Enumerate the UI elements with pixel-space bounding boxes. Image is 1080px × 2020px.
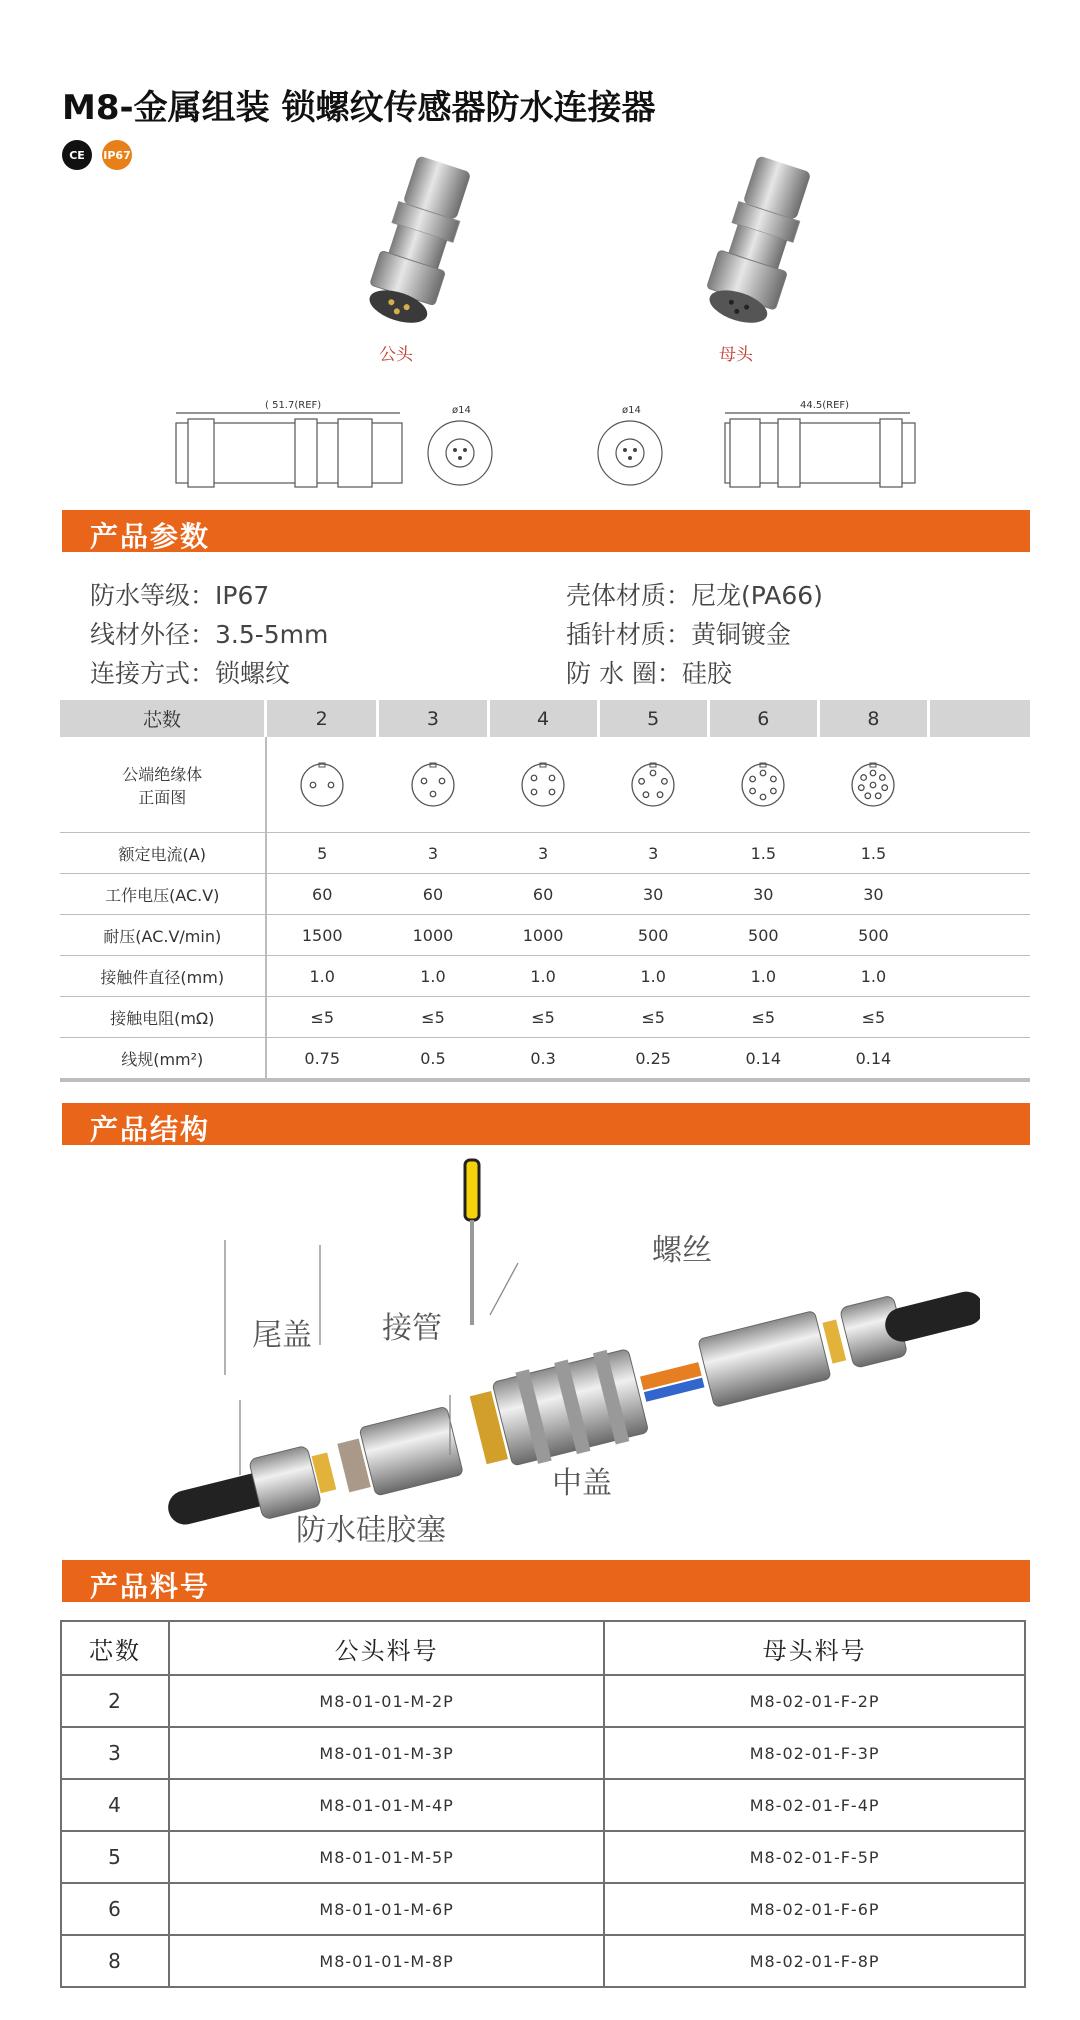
spec-core-3: 3 [378,700,488,737]
face-cell [266,737,378,833]
female-connector-photo [680,150,840,335]
pin-dot [430,791,436,797]
table-row [61,1831,1025,1883]
part-female-number: M8-02-01-F-4P [604,1779,1025,1831]
female-length-dimension: 44.5(REF) [800,400,850,411]
pin-dot [871,770,877,776]
section-structure-bar [62,1103,1030,1145]
spec-spacer [929,997,1031,1038]
face-cell [598,737,708,833]
section-params-bar [62,510,1030,552]
spec-row-label: 工作电压(AC.V) [60,874,266,915]
label-screw: 螺丝 [652,1233,712,1268]
param-pin-material: 插针材质：黄铜镀金 [566,620,792,649]
spec-cell: 60 [378,874,488,915]
spec-cell: 1.0 [818,956,928,997]
spec-cell: 500 [818,915,928,956]
param-waterproof: 防水等级：IP67 [90,581,270,610]
spec-cell: 1.0 [708,956,818,997]
part-table-header [61,1621,1025,1675]
spec-header-row [60,700,1030,737]
pin-dot [859,784,865,790]
label-connector-tube: 接管 [382,1311,442,1346]
spec-row-withstand [60,915,1030,956]
pin-dot [328,782,334,788]
pin-dot [760,794,766,800]
spec-face-label [60,737,266,833]
spec-core-2: 2 [266,700,378,737]
part-header-male: 公头料号 [169,1621,604,1675]
spec-cell: 1000 [488,915,598,956]
pin-face-5-icon [629,761,677,809]
pin-dot [549,789,555,795]
male-connector-photo [340,150,500,335]
spec-cell: ≤5 [598,997,708,1038]
spec-face-row [60,737,1030,833]
spec-face-label-line1: 公端绝缘体 [122,764,203,784]
ip67-cert-icon: IP67 [102,140,132,170]
label-seal-plug: 防水硅胶塞 [296,1513,446,1548]
pin-dot [310,782,316,788]
spec-row-label: 额定电流(A) [60,833,266,874]
face-cell [488,737,598,833]
spec-cell: 60 [266,874,378,915]
spec-cell: ≤5 [708,997,818,1038]
female-diameter-dimension: ø14 [622,405,641,416]
female-caption: 母头 [719,345,753,365]
spec-cell: 1.0 [598,956,708,997]
pin-dot [865,793,871,799]
pin-dot [871,782,877,788]
pin-dot [750,788,756,794]
part-male-number: M8-01-01-M-8P [169,1935,604,1987]
spec-cell: 1.0 [266,956,378,997]
pin-dot [771,776,777,782]
table-row [61,1727,1025,1779]
pin-dot [880,774,886,780]
face-cell [708,737,818,833]
part-number-table [60,1620,1026,1988]
spec-row-contact-diameter [60,956,1030,997]
table-row [61,1675,1025,1727]
spec-row-label: 线规(mm²) [60,1038,266,1081]
spec-row-label: 耐压(AC.V/min) [60,915,266,956]
spec-cell: 500 [708,915,818,956]
spec-cell: 3 [598,833,708,874]
pin-face-8-icon [849,761,897,809]
pin-dot [639,778,645,784]
spec-cell: 1500 [266,915,378,956]
spec-row-contact-resistance [60,997,1030,1038]
spec-row-voltage [60,874,1030,915]
param-connection: 连接方式：锁螺纹 [90,659,291,688]
part-header-cores: 芯数 [61,1621,169,1675]
spec-row-current [60,833,1030,874]
male-length-dimension: ( 51.7(REF) [265,400,322,411]
part-female-number: M8-02-01-F-6P [604,1883,1025,1935]
spec-spacer [929,915,1031,956]
spec-spacer [929,1038,1031,1081]
pin-dot [531,789,537,795]
male-diameter-dimension: ø14 [452,405,471,416]
part-male-number: M8-01-01-M-6P [169,1883,604,1935]
spec-cell: 0.14 [818,1038,928,1081]
pin-face-4-icon [519,761,567,809]
pin-dot [657,791,663,797]
pin-dot [643,791,649,797]
section-part-numbers-title: 产品料号 [90,1570,211,1603]
pin-face-6-icon [739,761,787,809]
part-cores: 4 [61,1779,169,1831]
label-middle-cap: 中盖 [552,1466,612,1501]
spec-spacer [929,833,1031,874]
spec-header-label: 芯数 [60,700,266,737]
pin-dot [549,775,555,781]
pin-face-3-icon [409,761,457,809]
spec-row-label: 接触件直径(mm) [60,956,266,997]
pin-dot [771,788,777,794]
part-female-number: M8-02-01-F-8P [604,1935,1025,1987]
ce-cert-icon: CE [62,140,92,170]
spec-face-label-line2: 正面图 [138,787,187,807]
spec-core-5: 5 [598,700,708,737]
pin-dot [760,770,766,776]
spec-cell: 30 [598,874,708,915]
pin-dot [531,775,537,781]
label-tail-cap: 尾盖 [252,1318,312,1353]
spec-cell: 1.5 [818,833,928,874]
table-row [61,1883,1025,1935]
part-cores: 8 [61,1935,169,1987]
spec-cell: 1000 [378,915,488,956]
part-header-female: 母头料号 [604,1621,1025,1675]
spec-header-spacer [929,700,1031,737]
spec-cell: 500 [598,915,708,956]
spec-core-4: 4 [488,700,598,737]
part-female-number: M8-02-01-F-2P [604,1675,1025,1727]
param-seal: 防 水 圈：硅胶 [566,659,732,688]
param-shell-material: 壳体材质：尼龙(PA66) [566,581,823,610]
spec-cell: 5 [266,833,378,874]
part-male-number: M8-01-01-M-3P [169,1727,604,1779]
table-row [61,1935,1025,1987]
spec-cell: ≤5 [266,997,378,1038]
pin-dot [861,774,867,780]
pin-dot [650,770,656,776]
pin-dot [750,776,756,782]
face-cell [378,737,488,833]
spec-cell: 1.0 [378,956,488,997]
part-cores: 2 [61,1675,169,1727]
spec-cell: 0.3 [488,1038,598,1081]
spec-spacer [929,874,1031,915]
spec-cell: 3 [488,833,598,874]
section-params-title: 产品参数 [90,520,211,553]
spec-cell: 1.0 [488,956,598,997]
spec-core-6: 6 [708,700,818,737]
spec-cell: ≤5 [818,997,928,1038]
table-row [61,1779,1025,1831]
spec-cell: 60 [488,874,598,915]
spec-cell: 0.5 [378,1038,488,1081]
spec-cell: 0.14 [708,1038,818,1081]
part-cores: 5 [61,1831,169,1883]
spec-row-label: 接触电阻(mΩ) [60,997,266,1038]
spec-cell: 0.75 [266,1038,378,1081]
part-male-number: M8-01-01-M-4P [169,1779,604,1831]
spec-spacer [929,956,1031,997]
face-spacer [929,737,1031,833]
spec-row-wire-gauge [60,1038,1030,1081]
spec-cell: ≤5 [378,997,488,1038]
spec-cell: 30 [818,874,928,915]
spec-cell: 30 [708,874,818,915]
part-female-number: M8-02-01-F-3P [604,1727,1025,1779]
part-cores: 6 [61,1883,169,1935]
part-male-number: M8-01-01-M-2P [169,1675,604,1727]
page-title: M8-金属组装 锁螺纹传感器防水连接器 [62,88,656,128]
spec-table [60,700,1030,1082]
section-part-numbers-bar [62,1560,1030,1602]
spec-cell: ≤5 [488,997,598,1038]
part-cores: 3 [61,1727,169,1779]
pin-dot [662,778,668,784]
pin-face-2-icon [298,761,346,809]
spec-cell: 1.5 [708,833,818,874]
section-structure-title: 产品结构 [90,1113,211,1146]
face-cell [818,737,928,833]
spec-cell: 3 [378,833,488,874]
param-cable-od: 线材外径：3.5-5mm [90,620,329,649]
pin-dot [876,793,882,799]
pin-dot [439,778,445,784]
spec-cell: 0.25 [598,1038,708,1081]
part-female-number: M8-02-01-F-5P [604,1831,1025,1883]
male-caption: 公头 [379,345,413,365]
pin-dot [882,784,888,790]
pin-dot [421,778,427,784]
spec-core-8: 8 [818,700,928,737]
part-male-number: M8-01-01-M-5P [169,1831,604,1883]
